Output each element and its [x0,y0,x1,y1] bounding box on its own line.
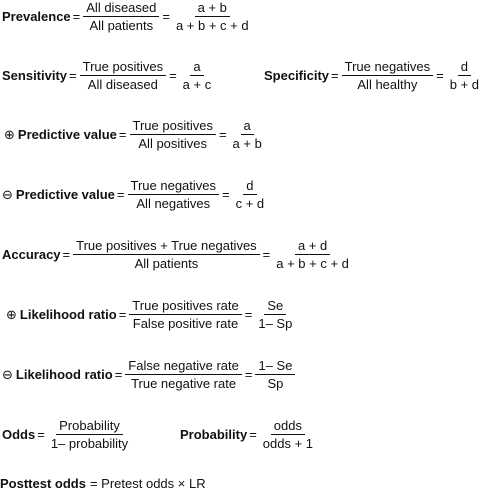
equals-sign: = [118,127,127,142]
circled-plus-icon: ⊕ [6,306,17,322]
equals-sign: = [116,187,125,202]
negative-predictive-value-formula [2,178,268,211]
equals-sign: = [72,9,81,24]
probability-formula [180,418,317,451]
denominator: a + b [232,136,262,151]
prevalence-formula [2,0,253,33]
numerator: True positives rate [129,298,241,315]
odds-label: Odds [2,427,36,442]
odds-fraction [48,418,131,451]
accuracy-fraction-letters [273,238,352,271]
prevalence-fraction-words [83,0,159,33]
denominator: All positives [138,136,208,151]
numerator: True negatives [128,178,220,195]
posttest-odds-expression: = Pretest odds × LR [89,476,206,491]
sensitivity-fraction-letters [180,59,215,92]
denominator: All patients [89,18,154,33]
sensitivity-formula [2,59,215,92]
denominator: All healthy [357,77,418,92]
denominator: False positive rate [132,316,239,331]
numerator: odds [271,418,305,435]
equals-sign: = [162,9,170,24]
circled-plus-icon: ⊕ [4,126,15,142]
prevalence-fraction-letters [173,0,252,33]
npv-label: Predictive value [15,187,115,202]
odds-formula [2,418,132,451]
denominator: Sp [267,376,284,391]
equals-sign: = [37,427,45,442]
probability-fraction [260,418,316,451]
ppv-fraction-letters [230,118,265,151]
numerator: True positives [130,118,216,135]
numerator: a [190,59,203,76]
specificity-fraction-letters [447,59,482,92]
equals-sign: = [244,307,253,322]
positive-likelihood-ratio-formula [6,298,296,331]
denominator: 1– Sp [258,316,293,331]
denominator: b + d [449,77,480,92]
numerator: a + d [295,238,330,255]
equals-sign: = [249,427,257,442]
denominator: 1– probability [50,436,129,451]
specificity-label: Specificity [264,68,330,83]
nlr-fraction-words [125,358,242,391]
denominator: All diseased [87,77,158,92]
sensitivity-fraction-words [80,59,166,92]
accuracy-label: Accuracy [2,247,61,262]
equals-sign: = [69,68,77,83]
equals-sign: = [222,187,230,202]
denominator: a + b + c + d [175,18,249,33]
nlr-label: Likelihood ratio [15,367,113,382]
denominator: a + c [182,77,212,92]
negative-likelihood-ratio-formula [2,358,296,391]
equals-sign: = [331,68,339,83]
plr-fraction-words [129,298,241,331]
npv-fraction-words [128,178,220,211]
probability-label: Probability [180,427,248,442]
npv-fraction-letters [233,178,268,211]
numerator: True positives + True negatives [73,238,260,255]
posttest-odds-label: Posttest odds [0,476,86,491]
equals-sign: = [218,127,227,142]
numerator: False negative rate [125,358,242,375]
specificity-fraction-words [342,59,434,92]
equals-sign: = [118,307,127,322]
ppv-label: Predictive value [17,127,117,142]
accuracy-fraction-words [73,238,260,271]
plr-fraction-letters [255,298,295,331]
numerator: d [458,59,471,76]
positive-predictive-value-formula [4,118,266,151]
denominator: c + d [235,196,265,211]
equals-sign: = [62,247,71,262]
plr-label: Likelihood ratio [19,307,117,322]
ppv-fraction-words [130,118,216,151]
equals-sign: = [244,367,253,382]
numerator: Se [264,298,286,315]
numerator: a [241,118,254,135]
nlr-fraction-letters [255,358,295,391]
numerator: d [243,178,256,195]
numerator: a + b [195,0,230,17]
specificity-formula [264,59,483,92]
equals-sign: = [169,68,177,83]
denominator: odds + 1 [262,436,314,451]
accuracy-formula [2,238,353,271]
sensitivity-label: Sensitivity [2,68,68,83]
prevalence-label: Prevalence [2,9,71,24]
denominator: All patients [134,256,199,271]
circled-minus-icon: ⊖ [2,186,13,202]
denominator: All negatives [136,196,211,211]
posttest-odds-formula [0,476,206,491]
circled-minus-icon: ⊖ [2,366,13,382]
numerator: All diseased [83,0,159,17]
numerator: 1– Se [255,358,295,375]
denominator: a + b + c + d [276,256,349,271]
equals-sign: = [436,68,444,83]
equals-sign: = [114,367,123,382]
equals-sign: = [262,247,271,262]
numerator: Probability [56,418,123,435]
numerator: True positives [80,59,166,76]
denominator: True negative rate [131,376,237,391]
numerator: True negatives [342,59,434,76]
